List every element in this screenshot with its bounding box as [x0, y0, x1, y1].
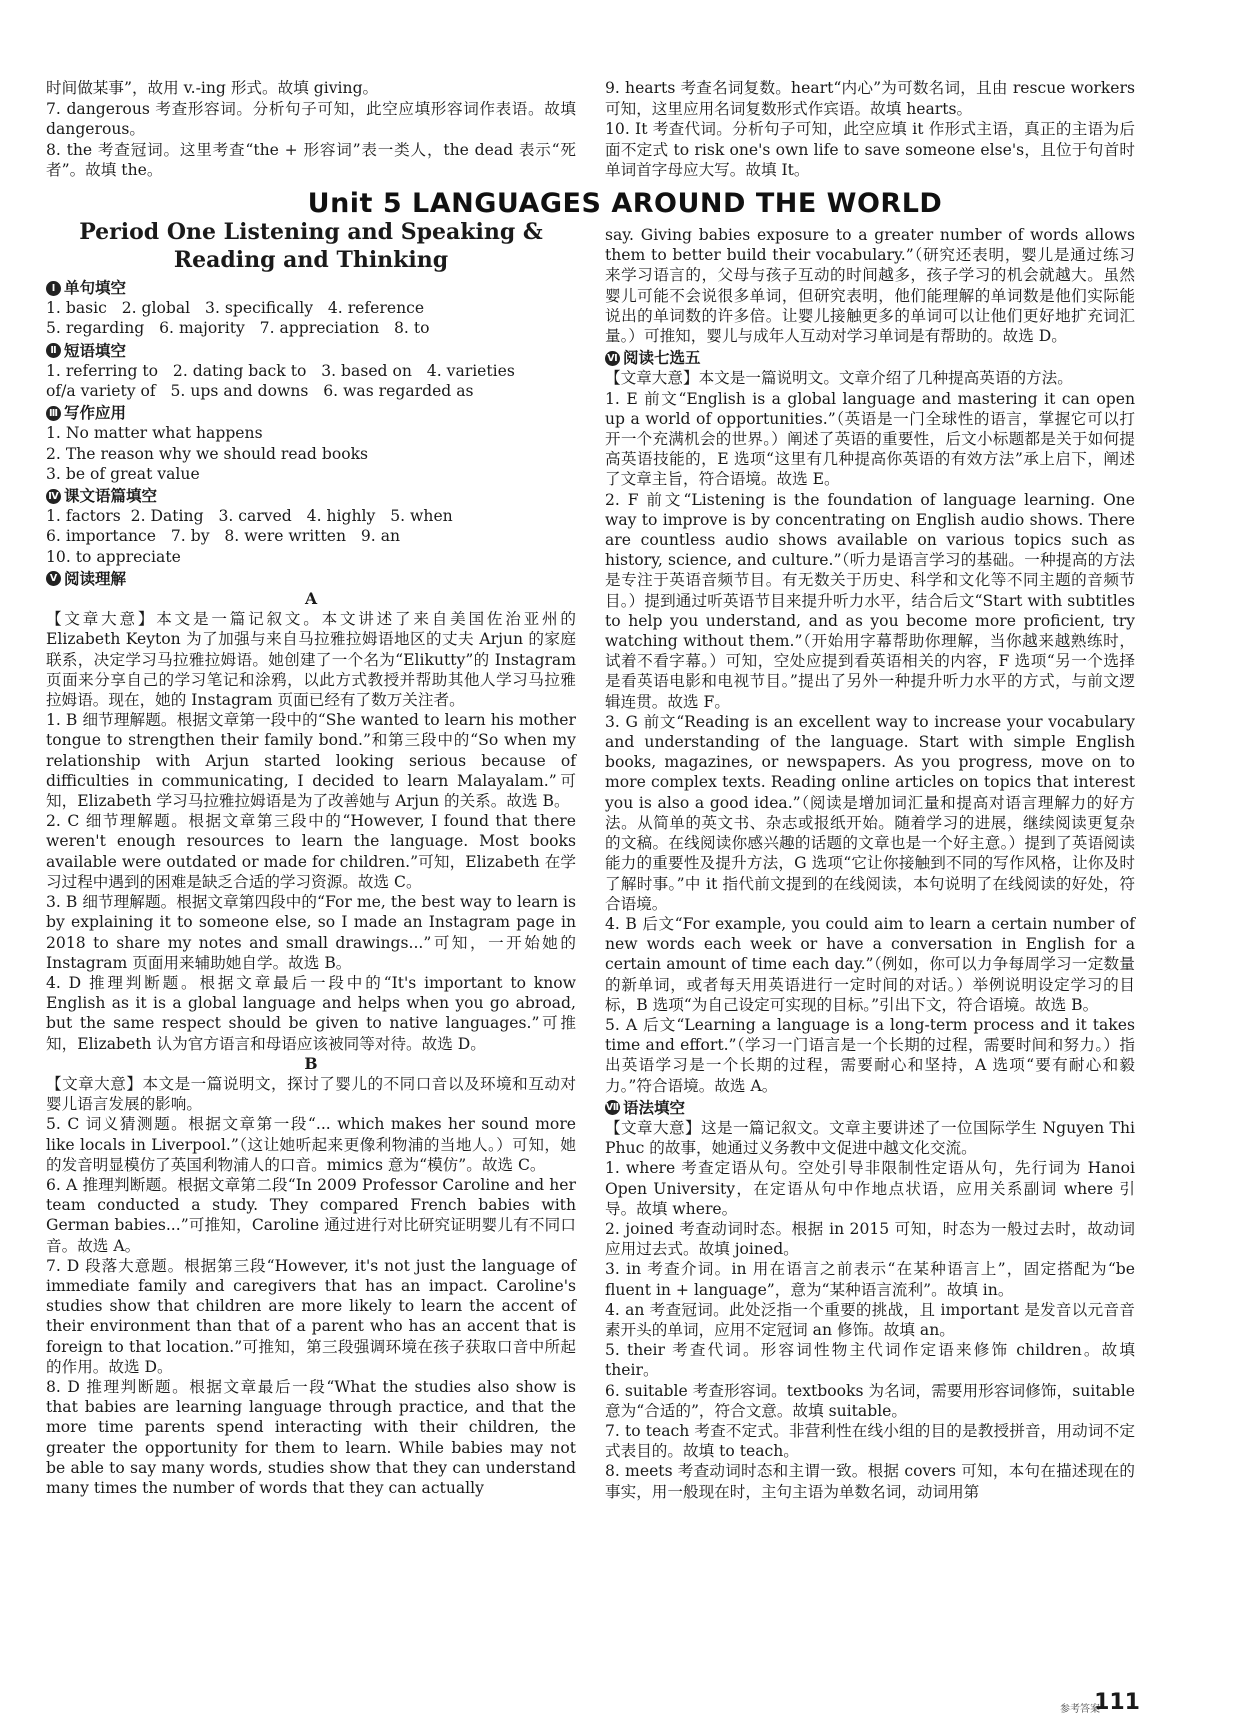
period-title-line-1: Period One Listening and Speaking & [79, 219, 543, 245]
paragraph: 【文章大意】本文是一篇说明文，探讨了婴儿的不同口音以及环境和互动对婴儿语言发展的影响。 [46, 1074, 576, 1114]
answer-line: 6. importance 7. by 8. were written 9. an [46, 527, 401, 546]
paragraph: 【文章大意】本文是一篇记叙文。本文讲述了来自美国佐治亚州的 Elizabeth Keyton 为了加强与来自马拉雅拉姆语地区的丈夫 Arjun 的家庭联系，决定学习马拉雅拉姆语。她创建了一个名为“Elikutty”的 Instagram 页面来分享自己的学习笔记和涂鸦，以此方式教授并帮助其他人学习马拉雅拉姆语。现在，她的 Instagram 页面已经有了数万关注者。 [46, 610, 576, 710]
text-line: 8. the 考查冠词。这里考查“the + 形容词”表一类人，the dead 表示“死者”。故填 the。 [46, 140, 576, 179]
right-column [605, 225, 1135, 1502]
paragraph: 5. C 词义猜测题。根据文章第一段“... which makes her sound more like locals in Liverpool.”（这让她听起来更像利物浦的当地人。）可知，她的发音明显模仿了英国利物浦人的口音。mimics 意为“模仿”。故选 C。 [46, 1115, 576, 1174]
answer-line: 5. regarding 6. majority 7. appreciation 8. to [46, 319, 430, 338]
paragraph: 6. A 推理判断题。根据文章第二段“In 2009 Professor Caroline and her team conducted a study. They compared French babies with German babies...”可推知，Caroline 通过进行对比研究证明婴儿有不同口音。故选 A。 [46, 1175, 576, 1255]
footer-label: 参考答案 [1060, 1704, 1100, 1715]
section-title: 阅读理解 [64, 569, 127, 588]
section-heading [605, 348, 1135, 368]
paragraph: 7. to teach 考查不定式。非营利性在线小组的目的是教授拼音，用动词不定式表目的。故填 to teach。 [605, 1421, 1135, 1461]
paragraph: 1. B 细节理解题。根据文章第一段中的“She wanted to learn his mother tongue to strengthen their family bond.”和第三段中的“So when my relationship with Arjun started looking serious because of difficulties in communicating, I decided to learn Malayalam.”可知，Elizabeth 学习马拉雅拉姆语是为了改善她与 Arjun 的关系。故选 B。 [46, 711, 576, 811]
page-number: 111 [1094, 1690, 1140, 1715]
answer-line: 1. basic 2. global 3. specifically 4. reference [46, 299, 425, 318]
section-title: 阅读七选五 [623, 349, 701, 368]
paragraph: 7. D 段落大意题。根据第三段“However, it's not just the language of immediate family and caregivers that has an impact. Caroline's studies show that children are more likely to learn the accent of their environment than that of a parent who has an accent that is foreign to that location.”可推知，第三段强调环境在孩子获取口音中所起的作用。故选 D。 [46, 1256, 576, 1376]
paragraph: 4. D 推理判断题。根据文章最后一段中的“It's important to know English as it is a global language and helps when you go abroad, but the same respect should be given to native languages.”可推知，Elizabeth 认为官方语言和母语应该被同等对待。故选 D。 [46, 973, 576, 1053]
section-title: 语法填空 [623, 1098, 686, 1117]
section-title: 写作应用 [64, 404, 127, 423]
text-line: 9. hearts 考查名词复数。heart“内心”为可数名词，且由 rescue workers 可知，这里应用名词复数形式作宾语。故填 hearts。 [605, 79, 1135, 118]
paragraph: 5. A 后文“Learning a language is a long-term process and it takes time and effort.”（学习一门语言是一个长期的过程，需要时间和努力。）指出英语学习是一个长期的过程，需要耐心和坚持，A 选项“要有耐心和毅力。”符合语境。故选 A。 [605, 1015, 1135, 1095]
paragraph: 4. B 后文“For example, you could aim to learn a certain number of new words each week or have a conversation in English for a certain amount of time each day.”（例如，你可以力争每周学习一定数量的新单词，或者每天用英语进行一定时间的对话。）举例说明设定学习的目标，B 选项“为自己设定可实现的目标。”引出下文，符合语境。故选 B。 [605, 914, 1135, 1014]
text-line: 7. dangerous 考查形容词。分析句子可知，此空应填形容词作表语。故填 dangerous。 [46, 99, 576, 138]
section-number-badge: Ⅳ [46, 489, 61, 504]
paragraph: 1. E 前文“English is a global language and mastering it can open up a world of opportunities.”（英语是一门全球性的语言，掌握它可以打开一个充满机会的世界。）阐述了英语的重要性，后文小标题都是关于如何提高英语技能的，E 选项“这里有几种提高你英语的有效方法”承上启下，阐述了文章主旨，符合语境。故选 E。 [605, 389, 1135, 489]
section-number-badge: Ⅴ [46, 571, 61, 586]
answer-line: 1. referring to 2. dating back to 3. based on 4. varieties [46, 361, 515, 380]
section-heading [46, 278, 576, 298]
top-right-block [605, 78, 1135, 181]
section-heading [605, 1098, 1135, 1118]
paragraph: 5. their 考查代词。形容词性物主代词作定语来修饰 children。故填 their。 [605, 1341, 1135, 1380]
paragraph: 3. in 考查介词。in 用在语言之前表示“在某种语言上”，固定搭配为“be fluent in + language”，意为“某种语言流利”。故填 in。 [605, 1260, 1135, 1299]
section-heading [46, 569, 576, 589]
answer-line: 3. be of great value [46, 464, 200, 483]
paragraph: 4. an 考查冠词。此处泛指一个重要的挑战，且 important 是发音以元音音素开头的单词，应用不定冠词 an 修饰。故填 an。 [605, 1300, 1135, 1339]
paragraph: 8. meets 考查动词时态和主谓一致。根据 covers 可知，本句在描述现在的事实，用一般现在时，主句主语为单数名词，动词用第 [605, 1462, 1135, 1501]
paragraph: 6. suitable 考查形容词。textbooks 为名词，需要用形容词修饰，suitable 意为“合适的”，符合文意。故填 suitable。 [605, 1381, 1135, 1420]
period-title [46, 218, 576, 274]
text-line: 时间做某事”，故用 v.-ing 形式。故填 giving。 [46, 79, 379, 97]
top-left-block [46, 78, 576, 181]
section-title: 课文语篇填空 [64, 487, 158, 506]
passage-label: B [304, 1053, 318, 1073]
section-number-badge: Ⅶ [605, 1102, 620, 1114]
paragraph: 【文章大意】这是一篇记叙文。文章主要讲述了一位国际学生 Nguyen Thi Phuc 的故事，她通过义务教中文促进中越文化交流。 [605, 1118, 1135, 1158]
section-number-badge: Ⅲ [46, 406, 61, 421]
paragraph: 2. C 细节理解题。根据文章第三段中的“However, I found that there weren't enough resources to learn the language. Most books available were outdated or made for children.”可知，Elizabeth 在学习过程中遇到的困难是缺乏合适的学习资源。故选 C。 [46, 812, 576, 891]
paragraph: 3. B 细节理解题。根据文章第四段中的“For me, the best way to learn is by explaining it to someone else, so I made an Instagram page in 2018 to share my notes and small drawings...”可知，一开始她的 Instagram 页面用来辅助她自学。故选 B。 [46, 893, 576, 972]
unit-title: Unit 5 LANGUAGES AROUND THE WORLD [307, 188, 943, 219]
answer-line: 10. to appreciate [46, 547, 181, 566]
period-title-line-2: Reading and Thinking [173, 247, 449, 273]
paragraph: 1. where 考查定语从句。空处引导非限制性定语从句，先行词为 Hanoi Open University，在定语从句中作地点状语，应用关系副词 where 引导。故填 where。 [605, 1159, 1135, 1218]
paragraph: 2. joined 考查动词时态。根据 in 2015 可知，时态为一般过去时，故动词应用过去式。故填 joined。 [605, 1219, 1135, 1259]
passage-label: A [304, 589, 318, 609]
left-column [46, 218, 576, 1498]
paragraph: say. Giving babies exposure to a greater number of words allows them to better build their vocabulary.”（研究还表明，婴儿是通过练习来学习语言的，父母与孩子互动的时间越多，孩子学习的机会就越大。虽然婴儿可能不会说很多单词，但研究表明，他们能理解的单词数是他们实际能说出的单词数的许多倍。让婴儿接触更多的单词可以让他们更好地扩充词汇量。）可推知，婴儿与成年人互动对学习单词是有帮助的。故选 D。 [605, 226, 1135, 346]
answer-line: 2. The reason why we should read books [46, 444, 369, 463]
paragraph: 2. F 前文“Listening is the foundation of language learning. One way to improve is by concentrating on English audio shows. There are countless audio shows available on various topics such as history, science, and culture.”（听力是语言学习的基础。一种提高的方法是专注于英语音频节目。有无数关于历史、科学和文化等不同主题的音频节目。）提到通过听英语节目来提升听力水平，结合后文“Start with subtitles to help you understand, and as you become more proficient, try watching without them.”（开始用字幕帮助你理解，当你越来越熟练时，试着不看字幕。）可知，空处应提到看英语相关的内容，F 选项“另一个选择是看英语电影和电视节目。”提出了另外一种提升听力水平的方式，与前文逻辑连贯。故选 F。 [605, 490, 1135, 711]
section-title: 短语填空 [64, 341, 127, 360]
section-number-badge: Ⅵ [605, 351, 620, 366]
text-line: 10. It 考查代词。分析句子可知，此空应填 it 作形式主语，真正的主语为后面不定式 to risk one's own life to save someone else's，且位于句首时单词首字母应大写。故填 It。 [605, 120, 1135, 179]
answer-line: of/a variety of 5. ups and downs 6. was regarded as [46, 382, 474, 401]
paragraph: 【文章大意】本文是一篇说明文。文章介绍了几种提高英语的方法。 [605, 369, 1073, 388]
answer-line: 1. factors 2. Dating 3. carved 4. highly 5. when [46, 507, 453, 526]
answer-line: 1. No matter what happens [46, 424, 263, 443]
section-heading [46, 341, 576, 361]
section-heading [46, 486, 576, 506]
section-number-badge: Ⅰ [46, 281, 61, 296]
section-title: 单句填空 [64, 279, 127, 297]
section-number-badge: Ⅱ [46, 343, 61, 358]
paragraph: 8. D 推理判断题。根据文章最后一段“What the studies also show is that babies are learning language through practice, and that the more time parents spend interacting with their children, the greater the opportunity for them to learn. While babies may not be able to say many words, studies show that they can understand many times the number of words that they can actually [46, 1377, 576, 1497]
paragraph: 3. G 前文“Reading is an excellent way to increase your vocabulary and understanding of the language. Start with simple English books, magazines, or newspapers. As you progress, move on to more complex texts. Reading online articles on topics that interest you is also a good idea.”（阅读是增加词汇量和提高对语言理解力的好方法。从简单的英文书、杂志或报纸开始。随着学习的进展，继续阅读更复杂的文稿。在线阅读你感兴趣的话题的文章也是一个好主意。）提到了英语阅读能力的重要性及提升方法，G 选项“它让你接触到不同的写作风格，让你及时了解时事。”中 it 指代前文提到的在线阅读，本句说明了在线阅读的好处，符合语境。 [605, 712, 1135, 913]
section-heading [46, 403, 576, 423]
